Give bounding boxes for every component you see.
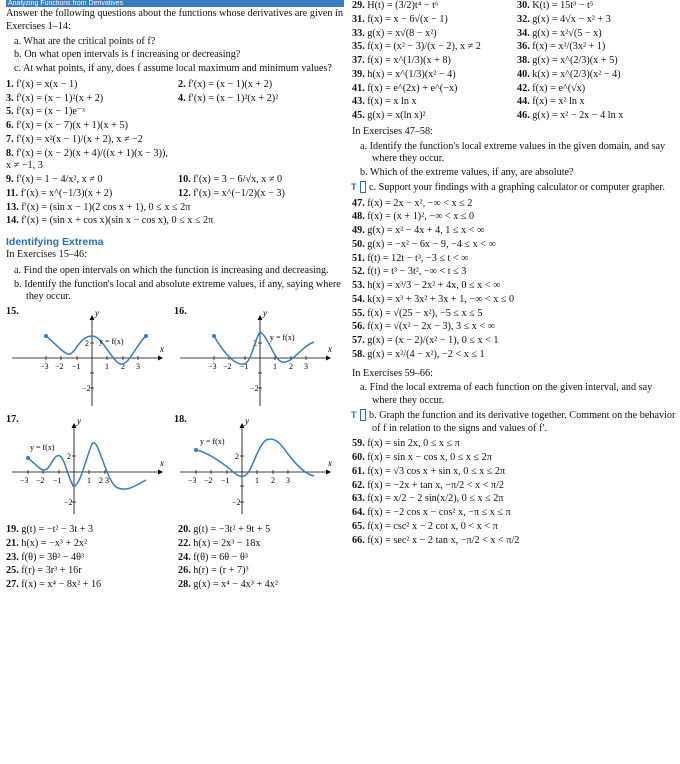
exercise-number: 58. [352, 348, 365, 360]
exercise-item [178, 148, 344, 174]
exercise-item [352, 321, 676, 334]
exercise-number: 21. [6, 537, 19, 549]
exercise-number: 44. [517, 96, 530, 108]
exercise-item [178, 79, 344, 92]
exercise-expression: k(x) = x³ + 3x² + 3x + 1, −∞ < x ≤ 0 [367, 293, 515, 305]
question-part-text: a. What are the critical points of f? [14, 35, 156, 47]
svg-text:−3: −3 [20, 476, 29, 486]
svg-text:x: x [328, 344, 332, 355]
exercise-expression: H(t) = (3/2)t⁴ − t⁶ [367, 0, 439, 11]
exercise-item [6, 188, 172, 201]
exercise-number: 34. [517, 27, 530, 39]
exercise-expression: f(θ) = 6θ − θ³ [193, 551, 248, 563]
exercise-item [352, 294, 676, 307]
exercise-number: 3. [6, 92, 14, 104]
exercise-item [352, 266, 676, 279]
exercise-number: 26. [178, 565, 191, 577]
exercise-item [6, 579, 172, 592]
exercise-expression: g(x) = 4√x − x² + 3 [532, 13, 611, 25]
exercise-number: 28. [178, 579, 191, 591]
exercise-item [517, 110, 676, 123]
exercise-item [6, 174, 172, 187]
exercise-list-59-66 [352, 438, 676, 547]
exercise-expression: f(x) = e^(2x) + e^(−x) [367, 82, 458, 94]
graph-number: 15. [6, 306, 19, 318]
svg-text:2: 2 [271, 476, 275, 486]
svg-text:x: x [328, 458, 332, 469]
exercise-item [352, 507, 676, 520]
question-part-text: a. Find the open intervals on which the function is increasing and decreasing. [14, 264, 329, 276]
graph-row-2 [6, 414, 344, 518]
exercise-number: 30. [517, 0, 530, 11]
exercise-number: 24. [178, 551, 191, 563]
exercise-expression: f(x) = √(25 − x²), −5 ≤ x ≤ 5 [367, 307, 483, 319]
exercise-number: 45. [352, 110, 365, 121]
svg-text:−2: −2 [36, 476, 45, 486]
exercise-number: 63. [352, 493, 365, 505]
exercise-number: 62. [352, 479, 365, 491]
exercise-expression: f′(x) = (x − 1)²(x + 2)² [188, 92, 279, 104]
svg-text:−3: −3 [40, 362, 49, 372]
exercise-item [6, 134, 172, 147]
exercise-expression: h(x) = x³/3 − 2x² + 4x, 0 ≤ x < ∞ [367, 280, 501, 291]
exercise-number: 54. [352, 293, 365, 305]
graph-17 [6, 414, 164, 518]
exercise-item [6, 552, 172, 565]
exercise-item [517, 14, 676, 27]
exercise-expression: f(x) = x² ln x [532, 96, 585, 108]
exercise-number: 33. [352, 27, 365, 39]
exercise-item [178, 106, 344, 119]
exercise-item [6, 215, 344, 228]
exercise-item [6, 565, 172, 578]
intro-text: Answer the following questions about the functions whose derivatives are given in Exercises 1–14: [6, 8, 343, 32]
graph-15 [6, 306, 164, 410]
exercise-item [352, 452, 676, 465]
exercise-number: 31. [352, 13, 365, 25]
exercise-item [352, 69, 511, 82]
exercise-item [352, 349, 676, 362]
svg-text:2: 2 [253, 339, 257, 349]
exercise-number: 7. [6, 133, 14, 145]
exercise-number: 46. [517, 110, 530, 121]
graph-18-svg [174, 414, 332, 518]
exercise-expression: f(θ) = 3θ² − 4θ³ [21, 551, 85, 563]
exercise-item [178, 134, 344, 147]
svg-text:x: x [160, 344, 164, 355]
exercise-list-1-12 [6, 79, 344, 201]
exercise-expression: f(x) = e^(√x) [532, 82, 586, 94]
exercise-number: 60. [352, 452, 365, 463]
exercise-expression: f(x) = x − 6√(x − 1) [367, 13, 448, 25]
exercise-expression: f′(x) = x^(−1/2)(x − 3) [193, 187, 285, 199]
exercise-expression: f′(x) = (x − 1)²(x + 2) [16, 92, 104, 104]
parts-59-66 [352, 382, 676, 435]
exercise-item [517, 83, 676, 96]
exercise-number: 57. [352, 335, 365, 346]
exercise-expression: f(x) = sin 2x, 0 ≤ x ≤ π [367, 438, 460, 450]
exercise-expression: f(x) = x^(1/3)(x + 8) [367, 55, 451, 66]
exercise-item [352, 493, 676, 506]
exercise-expression: g(t) = −3t² + 9t + 5 [193, 524, 271, 536]
exercise-number: 47. [352, 197, 365, 209]
svg-text:y: y [77, 416, 81, 427]
question-part [352, 167, 676, 180]
exercise-item [352, 308, 676, 321]
exercise-expression: f′(x) = x²(x − 1)/(x + 2), x ≠ −2 [16, 133, 143, 145]
svg-text:−2: −2 [82, 384, 91, 394]
exercise-number: 13. [6, 201, 19, 213]
exercise-expression: f(r) = 3r³ + 16r [21, 565, 82, 577]
exercise-number: 6. [6, 120, 14, 131]
intro-59-66: In Exercises 59–66: [352, 367, 433, 379]
exercise-expression: f(x) = √(x² − 2x − 3), 3 ≤ x < ∞ [367, 321, 495, 333]
exercise-expression: f′(x) = x(x − 1) [16, 78, 78, 90]
exercise-expression: f(x) = csc² x − 2 cot x, 0 < x < π [367, 520, 498, 532]
exercise-number: 2. [178, 78, 186, 90]
exercise-item [352, 521, 676, 534]
exercise-item [6, 79, 172, 92]
exercise-expression: f(x) = −2x + tan x, −π/2 < x < π/2 [367, 479, 504, 491]
exercise-item [178, 538, 344, 551]
exercise-expression: f′(x) = 1 − 4/x², x ≠ 0 [16, 174, 103, 185]
exercise-number: 51. [352, 252, 365, 264]
graph-number: 17. [6, 414, 19, 426]
graph-number: 18. [174, 414, 187, 426]
exercise-item [352, 225, 676, 238]
exercise-item [178, 93, 344, 106]
question-part [352, 409, 676, 436]
exercise-item [517, 55, 676, 68]
question-part [352, 141, 676, 167]
exercise-number: 23. [6, 551, 19, 563]
technology-icon: T [360, 409, 366, 421]
svg-text:−1: −1 [53, 476, 62, 486]
exercise-item [352, 14, 511, 27]
question-part-text: a. Identify the function's local extreme values in the given domain, and say where they occur. [360, 140, 666, 165]
exercise-item [517, 96, 676, 109]
exercise-number: 56. [352, 321, 365, 333]
exercise-expression: f′(x) = (x − 1)(x + 2) [188, 78, 273, 90]
exercise-number: 4. [178, 92, 186, 104]
svg-text:2: 2 [121, 362, 125, 372]
graph-16-curve-label: y = f(x) [270, 333, 295, 343]
exercise-item [352, 0, 511, 13]
question-part-text: b. Which of the extreme values, if any, are absolute? [360, 167, 574, 178]
exercise-number: 50. [352, 238, 365, 250]
exercise-item [352, 438, 676, 451]
svg-text:−1: −1 [221, 476, 230, 486]
exercise-item [178, 579, 344, 592]
exercise-expression: f′(x) = (sin x − 1)(2 cos x + 1), 0 ≤ x ≤ 2π [21, 201, 191, 213]
exercise-item [517, 41, 676, 54]
exercise-item [6, 106, 172, 119]
exercise-item [352, 535, 676, 548]
exercise-item [352, 280, 676, 293]
svg-text:x: x [160, 458, 164, 469]
exercise-number: 37. [352, 55, 365, 66]
exercise-expression: f(x) = −2 cos x − cos² x, −π ≤ x ≤ π [367, 507, 511, 518]
exercise-number: 43. [352, 96, 365, 108]
graph-17-curve-label: y = f(x) [30, 443, 55, 453]
exercise-expression: g(x) = x⁴ − 4x³ + 4x² [193, 579, 278, 591]
exercise-expression: f′(x) = 3 − 6/√x, x ≠ 0 [193, 174, 283, 185]
right-column [352, 0, 676, 548]
exercise-item [178, 524, 344, 537]
exercise-expression: g(x) = x²/(4 − x²), −2 < x ≤ 1 [367, 348, 485, 360]
exercise-number: 19. [6, 524, 19, 536]
exercise-number: 61. [352, 465, 365, 477]
exercise-item [178, 552, 344, 565]
exercise-expression: f′(x) = x^(−1/3)(x + 2) [20, 187, 113, 199]
exercise-expression: f(x) = 2x − x², −∞ < x ≤ 2 [367, 197, 473, 209]
exercise-item [6, 120, 172, 133]
question-part-text: b. Identify the function's local and absolute extreme values, if any, saying where they occur. [14, 278, 341, 303]
question-part-text: c. At what points, if any, does f assume local maximum and minimum values? [14, 63, 332, 74]
exercise-expression: f(x) = (x + 1)², −∞ < x ≤ 0 [367, 211, 475, 223]
question-part-text: a. Find the local extrema of each function on the given interval, and say where they occur. [360, 382, 653, 406]
question-part [6, 63, 344, 76]
exercise-item [352, 335, 676, 348]
exercise-list-19-28 [6, 524, 344, 592]
exercise-expression: f(x) = x ln x [367, 96, 417, 108]
exercise-item [178, 565, 344, 578]
exercise-expression: h(x) = −x³ + 2x² [21, 537, 88, 549]
exercise-number: 27. [6, 579, 19, 591]
exercise-item [352, 198, 676, 211]
svg-text:y: y [263, 308, 267, 319]
exercise-item [352, 110, 511, 123]
exercise-expression: f(t) = 12t − t³, −3 ≤ t < ∞ [367, 252, 469, 264]
exercise-expression: f(x) = √3 cos x + sin x, 0 ≤ x ≤ 2π [367, 465, 506, 477]
exercise-number: 66. [352, 534, 365, 546]
svg-text:−2: −2 [204, 476, 213, 486]
parts-47-58 [352, 141, 676, 195]
exercise-expression: g(x) = x² − 2x − 4 ln x [532, 110, 624, 121]
svg-text:3: 3 [286, 476, 290, 486]
svg-text:−2: −2 [232, 498, 241, 508]
graph-18 [174, 414, 332, 518]
exercise-number: 55. [352, 307, 365, 319]
svg-text:−2: −2 [250, 384, 259, 394]
exercise-number: 36. [517, 41, 530, 53]
exercise-item [352, 480, 676, 493]
svg-text:−1: −1 [72, 362, 81, 372]
exercise-number: 59. [352, 438, 365, 450]
exercise-expression: f(x) = sin x − cos x, 0 ≤ x ≤ 2π [367, 452, 492, 463]
exercise-item [178, 188, 344, 201]
exercise-item [517, 28, 676, 41]
question-part [6, 279, 344, 305]
exercise-number: 8. [6, 147, 14, 159]
svg-text:2: 2 [289, 362, 293, 372]
svg-text:1: 1 [273, 362, 277, 372]
exercise-item [352, 28, 511, 41]
exercise-expression: f′(x) = (x − 1)e⁻ˣ [16, 106, 86, 118]
graph-15-curve-label: y = f(x) [99, 337, 124, 347]
exercise-expression: h(r) = (r + 7)³ [193, 565, 249, 577]
exercise-expression: f(x) = (x² − 3)/(x − 2), x ≠ 2 [367, 41, 481, 53]
exercise-item [178, 174, 344, 187]
question-part [6, 49, 344, 62]
exercise-item [352, 96, 511, 109]
svg-text:−3: −3 [208, 362, 217, 372]
exercise-expression: g(t) = −t² − 3t + 3 [21, 524, 94, 536]
banner-title: Analyzing Functions from Derivatives [8, 0, 124, 7]
section-heading: Identifying Extrema [6, 236, 104, 248]
exercise-item [352, 466, 676, 479]
exercise-item [6, 538, 172, 551]
exercise-list-29-46 [352, 0, 676, 123]
svg-text:−2: −2 [223, 362, 232, 372]
exercise-item [178, 120, 344, 133]
svg-text:y: y [245, 416, 249, 427]
exercise-number: 64. [352, 507, 365, 518]
exercise-expression: f(x) = sec² x − 2 tan x, −π/2 < x < π/2 [367, 534, 520, 546]
exercise-expression: g(x) = −x² − 6x − 9, −4 ≤ x < ∞ [367, 238, 496, 250]
exercise-list-13-14 [6, 202, 344, 229]
exercise-list-47-58 [352, 198, 676, 362]
graph-18-curve-label: y = f(x) [200, 437, 225, 447]
exercise-item [6, 148, 172, 174]
exercise-expression: f(t) = t³ − 3t², −∞ < t ≤ 3 [367, 266, 467, 278]
graph-17-svg [6, 414, 164, 518]
question-part [6, 36, 344, 49]
exercise-item [6, 93, 172, 106]
svg-text:3: 3 [105, 476, 109, 486]
exercise-expression: g(x) = x√(8 − x²) [367, 27, 437, 39]
svg-text:2: 2 [67, 452, 71, 462]
exercise-number: 20. [178, 524, 191, 536]
svg-text:1: 1 [255, 476, 259, 486]
exercise-number: 48. [352, 211, 365, 223]
exercise-number: 25. [6, 565, 19, 577]
exercise-number: 52. [352, 266, 365, 278]
exercise-number: 39. [352, 68, 365, 80]
exercise-item [6, 202, 344, 215]
graph-number: 16. [174, 306, 187, 318]
svg-text:−3: −3 [188, 476, 197, 486]
section-parts [6, 265, 344, 304]
exercise-number: 12. [178, 187, 191, 199]
svg-text:2: 2 [99, 476, 103, 486]
exercise-expression: f′(x) = (sin x + cos x)(sin x − cos x), 0 ≤ x ≤ 2π [21, 215, 214, 227]
intro-47-58: In Exercises 47–58: [352, 125, 433, 137]
exercise-expression: f′(x) = (x − 2)(x + 4)/((x + 1)(x − 3)), x ≠ −1, 3 [6, 147, 168, 172]
question-part-text: b. Graph the function and its derivative together. Comment on the behavior of f in relation to the signs and values of f′. [369, 409, 676, 434]
exercise-item [352, 55, 511, 68]
exercise-expression: k(x) = x^(2/3)(x² − 4) [532, 68, 621, 80]
graph-16-svg [174, 306, 332, 410]
exercise-expression: f(x) = x³/(3x² + 1) [532, 41, 606, 53]
svg-text:−2: −2 [55, 362, 64, 372]
exercise-number: 42. [517, 82, 530, 94]
exercise-number: 41. [352, 82, 365, 94]
exercise-number: 65. [352, 520, 365, 532]
question-parts [6, 36, 344, 76]
svg-text:1: 1 [87, 476, 91, 486]
svg-text:−2: −2 [64, 498, 73, 508]
left-column [6, 0, 344, 592]
section-banner [6, 0, 344, 7]
exercise-number: 11. [6, 187, 19, 199]
svg-text:y: y [95, 308, 99, 319]
technology-icon: T [360, 181, 366, 193]
exercise-expression: f(x) = x/2 − 2 sin(x/2), 0 ≤ x ≤ 2π [367, 493, 504, 505]
svg-text:2: 2 [235, 452, 239, 462]
question-part [352, 382, 676, 408]
exercise-number: 9. [6, 174, 14, 185]
svg-text:3: 3 [304, 362, 308, 372]
exercise-number: 32. [517, 13, 530, 25]
graph-row-1 [6, 306, 344, 410]
svg-text:1: 1 [105, 362, 109, 372]
exercise-expression: h(x) = x^(1/3)(x² − 4) [367, 68, 456, 80]
exercise-expression: g(x) = x^(2/3)(x + 5) [532, 55, 618, 66]
exercise-item [352, 211, 676, 224]
question-part [6, 265, 344, 278]
exercise-item [352, 83, 511, 96]
exercise-expression: g(x) = x(ln x)² [367, 110, 426, 121]
exercise-item [352, 41, 511, 54]
exercise-expression: K(t) = 15t³ − t⁵ [532, 0, 594, 11]
question-part [352, 181, 676, 195]
svg-text:−1: −1 [240, 362, 249, 372]
exercise-expression: f(x) = x⁴ − 8x² + 16 [21, 579, 102, 591]
exercise-number: 1. [6, 78, 14, 90]
question-part-text: b. On what open intervals is f increasing or decreasing? [14, 49, 241, 61]
exercise-number: 22. [178, 537, 191, 549]
exercise-expression: g(x) = x²√(5 − x) [532, 27, 602, 39]
svg-text:2: 2 [85, 339, 89, 349]
exercise-number: 49. [352, 225, 365, 236]
exercise-number: 35. [352, 41, 365, 53]
exercise-expression: g(x) = (x − 2)/(x² − 1), 0 ≤ x < 1 [367, 335, 499, 346]
exercise-item [352, 253, 676, 266]
exercise-number: 29. [352, 0, 365, 11]
exercise-number: 10. [178, 174, 191, 185]
svg-text:3: 3 [136, 362, 140, 372]
exercise-expression: h(x) = 2x³ − 18x [193, 537, 261, 549]
exercise-item [352, 239, 676, 252]
exercise-item [517, 0, 676, 13]
exercise-number: 14. [6, 215, 19, 227]
question-part-text: c. Support your findings with a graphing calculator or computer grapher. [369, 181, 665, 193]
exercise-item [517, 69, 676, 82]
exercise-expression: g(x) = x² − 4x + 4, 1 ≤ x < ∞ [367, 225, 485, 236]
exercise-number: 40. [517, 68, 530, 80]
section-intro: In Exercises 15–46: [6, 249, 87, 261]
graph-16 [174, 306, 332, 410]
exercise-number: 38. [517, 55, 530, 66]
exercise-expression: f′(x) = (x − 7)(x + 1)(x + 5) [16, 120, 128, 131]
graph-15-svg [6, 306, 164, 410]
exercise-number: 53. [352, 280, 365, 291]
exercise-number: 5. [6, 106, 14, 118]
exercise-item [6, 524, 172, 537]
